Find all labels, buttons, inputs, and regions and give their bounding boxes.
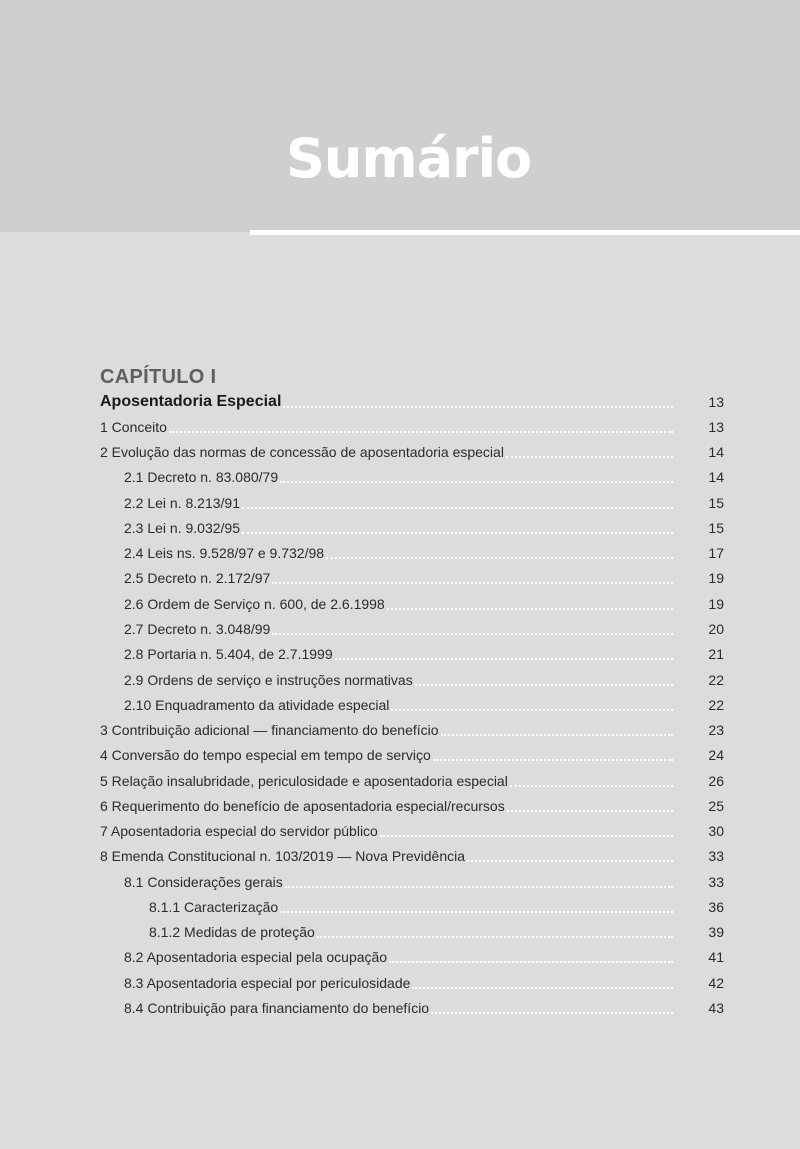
toc-entry[interactable] bbox=[100, 642, 724, 667]
toc-page-number: 15 bbox=[708, 519, 724, 536]
toc-page-number: 22 bbox=[708, 696, 724, 713]
toc-page-number: 39 bbox=[708, 924, 724, 941]
toc-entry-label: 2.3 Lei n. 9.032/95 bbox=[124, 519, 240, 536]
toc-page-number: 33 bbox=[708, 848, 724, 865]
toc-page-number: 13 bbox=[708, 393, 724, 410]
toc-entry[interactable] bbox=[100, 566, 724, 591]
toc-entry[interactable] bbox=[100, 793, 724, 818]
dot-leader bbox=[387, 608, 673, 610]
toc-entry-label: 2.10 Enquadramento da atividade especial bbox=[124, 696, 390, 713]
toc-page-number: 19 bbox=[708, 595, 724, 612]
dot-leader bbox=[242, 507, 673, 509]
toc-entry-label: 7 Aposentadoria especial do servidor público bbox=[100, 823, 378, 840]
toc-entry-label: 1 Conceito bbox=[100, 418, 167, 435]
toc-entry-label: 8.1.2 Medidas de proteção bbox=[149, 924, 315, 941]
dot-leader bbox=[280, 481, 673, 483]
toc-entry-label: 2.7 Decreto n. 3.048/99 bbox=[124, 621, 271, 638]
dot-leader bbox=[283, 406, 673, 408]
dot-leader bbox=[280, 911, 673, 913]
toc-entry-label: 3 Contribuição adicional — financiamento do benefício bbox=[100, 722, 439, 739]
toc-entry-label: 2 Evolução das normas de concessão de aposentadoria especial bbox=[100, 444, 504, 461]
dot-leader bbox=[391, 709, 673, 711]
toc-page-number: 22 bbox=[708, 671, 724, 688]
toc-entry-label: 2.8 Portaria n. 5.404, de 2.7.1999 bbox=[124, 646, 333, 663]
toc-page-number: 23 bbox=[708, 722, 724, 739]
dot-leader bbox=[431, 1012, 673, 1014]
toc-entry[interactable] bbox=[100, 717, 724, 742]
dot-leader bbox=[326, 557, 673, 559]
toc-entry-label: 2.1 Decreto n. 83.080/79 bbox=[124, 469, 279, 486]
toc-page-number: 33 bbox=[708, 873, 724, 890]
dot-leader bbox=[335, 658, 673, 660]
toc-entry-label: 6 Requerimento do benefício de aposentadoria especial/recursos bbox=[100, 797, 505, 814]
toc-entry[interactable] bbox=[100, 591, 724, 616]
toc-entry[interactable] bbox=[100, 414, 724, 439]
toc-entry-label: 2.5 Decreto n. 2.172/97 bbox=[124, 570, 271, 587]
dot-leader bbox=[441, 734, 673, 736]
toc-entry[interactable] bbox=[100, 844, 724, 869]
toc-entry[interactable] bbox=[100, 768, 724, 793]
toc-page-number: 30 bbox=[708, 823, 724, 840]
dot-leader bbox=[433, 759, 673, 761]
dot-leader bbox=[285, 886, 673, 888]
dot-leader bbox=[506, 456, 673, 458]
toc-entry[interactable] bbox=[100, 692, 724, 717]
toc-entry-label: 2.6 Ordem de Serviço n. 600, de 2.6.1998 bbox=[124, 595, 385, 612]
header-band bbox=[0, 0, 800, 232]
dot-leader bbox=[467, 860, 673, 862]
toc-page-number: 15 bbox=[708, 494, 724, 511]
toc-page-number: 36 bbox=[708, 898, 724, 915]
toc-page-number: 13 bbox=[708, 418, 724, 435]
toc-page-number: 42 bbox=[708, 974, 724, 991]
toc-entry-label: Aposentadoria Especial bbox=[100, 392, 282, 410]
toc-entry[interactable] bbox=[100, 440, 724, 465]
title-divider bbox=[250, 230, 800, 235]
toc-entry[interactable] bbox=[100, 667, 724, 692]
toc-page-number: 26 bbox=[708, 772, 724, 789]
toc-page-number: 24 bbox=[708, 747, 724, 764]
toc-entry[interactable] bbox=[100, 490, 724, 515]
toc-entry-label: 8.4 Contribuição para financiamento do benefício bbox=[124, 1000, 430, 1016]
toc-entry-label: 8.1.1 Caracterização bbox=[149, 898, 279, 915]
toc-entry[interactable] bbox=[100, 894, 724, 919]
toc-entry[interactable] bbox=[100, 515, 724, 540]
toc-entry[interactable] bbox=[100, 465, 724, 490]
toc-page-number: 41 bbox=[708, 949, 724, 966]
toc-entry[interactable] bbox=[100, 869, 724, 894]
toc-entry-label: 8.2 Aposentadoria especial pela ocupação bbox=[124, 949, 388, 966]
toc-page-number: 14 bbox=[708, 469, 724, 486]
toc-entry-label: 5 Relação insalubridade, periculosidade e aposentadoria especial bbox=[100, 772, 508, 789]
toc-entry[interactable] bbox=[100, 541, 724, 566]
dot-leader bbox=[242, 532, 673, 534]
toc-entry[interactable] bbox=[100, 920, 724, 945]
toc-entry[interactable] bbox=[100, 970, 724, 995]
toc-page-number: 21 bbox=[708, 646, 724, 663]
dot-leader bbox=[415, 684, 673, 686]
toc-entry[interactable] bbox=[100, 995, 724, 1020]
table-of-contents bbox=[100, 389, 724, 1021]
dot-leader bbox=[169, 431, 673, 433]
chapter-label: CAPÍTULO I bbox=[100, 366, 217, 388]
dot-leader bbox=[272, 633, 673, 635]
toc-entry[interactable] bbox=[100, 819, 724, 844]
dot-leader bbox=[317, 936, 673, 938]
dot-leader bbox=[380, 835, 673, 837]
toc-entry-label: 4 Conversão do tempo especial em tempo de serviço bbox=[100, 747, 431, 764]
toc-entry-label: 2.9 Ordens de serviço e instruções normativas bbox=[124, 671, 413, 688]
toc-page-number: 14 bbox=[708, 444, 724, 461]
toc-page-number: 20 bbox=[708, 621, 724, 638]
toc-page-number: 43 bbox=[708, 1000, 724, 1016]
toc-entry-label: 2.2 Lei n. 8.213/91 bbox=[124, 494, 240, 511]
toc-entry[interactable] bbox=[100, 743, 724, 768]
toc-page-number: 19 bbox=[708, 570, 724, 587]
dot-leader bbox=[510, 785, 673, 787]
toc-entry-label: 8.3 Aposentadoria especial por periculosidade bbox=[124, 974, 411, 991]
dot-leader bbox=[412, 987, 673, 989]
toc-entry-label: 2.4 Leis ns. 9.528/97 e 9.732/98 bbox=[124, 545, 325, 562]
dot-leader bbox=[272, 582, 673, 584]
dot-leader bbox=[389, 961, 673, 963]
toc-page-number: 17 bbox=[708, 545, 724, 562]
toc-entry[interactable] bbox=[100, 616, 724, 641]
toc-chapter-heading[interactable] bbox=[100, 389, 724, 414]
toc-entry-label: 8.1 Considerações gerais bbox=[124, 873, 283, 890]
toc-entry-label: 8 Emenda Constitucional n. 103/2019 — Nova Previdência bbox=[100, 848, 465, 865]
toc-entry[interactable] bbox=[100, 945, 724, 970]
toc-page-number: 25 bbox=[708, 797, 724, 814]
dot-leader bbox=[507, 810, 673, 812]
page-title: Sumário bbox=[286, 127, 532, 190]
